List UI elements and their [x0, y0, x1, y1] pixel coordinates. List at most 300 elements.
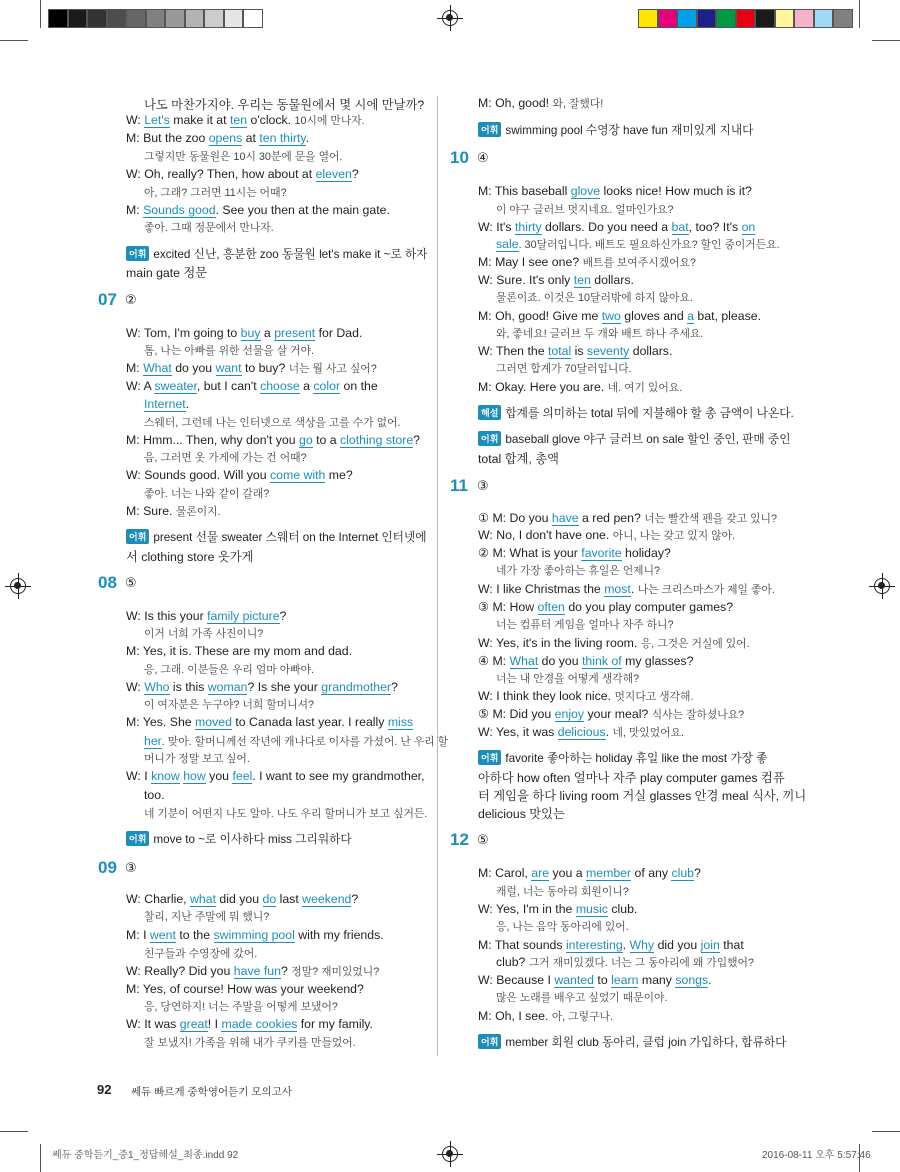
- dialogue-text: W: Yes, it's in the living room.: [478, 636, 641, 650]
- text-line: [478, 184, 752, 198]
- answer-blank: great: [179, 1017, 208, 1031]
- label-badge: 해설: [478, 405, 501, 420]
- text-line: [478, 511, 777, 526]
- text-line: [144, 626, 263, 641]
- dialogue-text: M: That sounds: [478, 938, 566, 952]
- answer-blank: delicious: [557, 725, 606, 739]
- answer-blank: club: [671, 866, 695, 880]
- dialogue-text: bat, please.: [694, 309, 761, 323]
- text-line: [496, 361, 632, 376]
- dialogue-text: of any: [631, 866, 672, 880]
- answer-blank: choose: [260, 379, 300, 393]
- text-line: [144, 1035, 356, 1050]
- answer-blank: are: [531, 866, 550, 880]
- answer-blank: ten: [573, 273, 591, 287]
- text-line: [478, 600, 733, 614]
- dialogue-text: M:: [126, 203, 144, 217]
- crop-mark: [40, 0, 41, 28]
- grayscale-swatch: [126, 9, 146, 28]
- korean-translation: 음, 그러면 옷 가게에 가는 건 어때?: [144, 452, 307, 464]
- dialogue-text: favorite 좋아하는 holiday 휴일 like the most 가장 좋: [505, 752, 768, 765]
- grayscale-swatch: [87, 9, 107, 28]
- label-badge: 어휘: [126, 529, 149, 544]
- crop-mark: [872, 40, 900, 41]
- text-line: [478, 636, 750, 651]
- grayscale-color-bar: [48, 9, 263, 28]
- dialogue-text: M: Carol,: [478, 866, 532, 880]
- dialogue-text: 나도 마찬가지야. 우리는 동물원에서 몇 시에 만날까?: [144, 98, 425, 112]
- text-line: [478, 654, 693, 668]
- label-badge: 어휘: [478, 750, 501, 765]
- korean-translation: 정말? 재미있었니?: [291, 966, 380, 978]
- answer-blank: come with: [270, 468, 326, 482]
- dialogue-text: . I want to see my grandmother,: [252, 769, 425, 783]
- answer-blank: interesting: [565, 938, 623, 952]
- text-line: [478, 122, 753, 138]
- answer-blank: opens: [208, 131, 243, 145]
- dialogue-text: too.: [144, 788, 165, 802]
- dialogue-text: is this: [169, 680, 208, 694]
- process-swatch: [736, 9, 756, 28]
- dialogue-text: M: Yes, of course! How was your weekend?: [126, 982, 364, 996]
- grayscale-swatch: [243, 9, 263, 28]
- dialogue-text: M: This baseball: [478, 184, 571, 198]
- dialogue-text: is: [571, 344, 587, 358]
- dialogue-text: , but I can't: [196, 379, 261, 393]
- dialogue-text: W: Charlie,: [126, 892, 191, 906]
- dialogue-text: for my family.: [297, 1017, 373, 1031]
- grayscale-swatch: [165, 9, 185, 28]
- text-line: [126, 964, 379, 979]
- dialogue-text: many: [638, 973, 676, 987]
- dialogue-text: to buy?: [241, 361, 289, 375]
- grayscale-swatch: [68, 9, 88, 28]
- answer-choice: ③: [477, 478, 489, 493]
- text-line: [478, 255, 696, 270]
- answer-blank: went: [149, 928, 176, 942]
- dialogue-text: to: [593, 973, 612, 987]
- text-line: [496, 990, 667, 1005]
- answer-blank: moved: [195, 715, 232, 729]
- process-swatch: [814, 9, 834, 28]
- dialogue-text: you a: [549, 866, 586, 880]
- dialogue-text: W: It's: [478, 220, 515, 234]
- dialogue-text: W: A: [126, 379, 155, 393]
- korean-translation: 물론이죠. 이것은 10달러밖에 하지 않아요.: [496, 292, 693, 304]
- dialogue-text: ③ M: How: [478, 600, 538, 614]
- answer-choice: ③: [125, 860, 137, 875]
- text-line: [478, 449, 559, 467]
- dialogue-text: W: I like Christmas the: [478, 582, 605, 596]
- korean-translation: 와, 좋네요! 글러브 두 개와 배트 하나 주세요.: [496, 328, 704, 340]
- dialogue-text: W: Sure. It's only: [478, 273, 574, 287]
- crop-mark: [40, 1144, 41, 1172]
- text-line: [496, 563, 660, 578]
- answer-blank: thirty: [514, 220, 542, 234]
- answer-blank: Sounds good: [143, 203, 216, 217]
- text-line: [126, 982, 364, 996]
- answer-blank: color: [313, 379, 341, 393]
- answer-blank: favorite: [581, 546, 622, 560]
- answer-blank: know: [151, 769, 180, 783]
- korean-translation: 너는 내 안경을 어떻게 생각해?: [496, 673, 640, 685]
- korean-translation: 아, 그래? 그러면 11시는 어때?: [144, 187, 287, 199]
- text-line: [126, 131, 309, 145]
- text-line: [144, 149, 342, 164]
- dialogue-text: ② M: What is your: [478, 546, 582, 560]
- dialogue-text: club?: [496, 955, 529, 969]
- text-line: [126, 468, 353, 482]
- dialogue-text: W: Really? Did you: [126, 964, 234, 978]
- dialogue-text: a: [260, 326, 275, 340]
- korean-translation: 이 야구 글러브 멋지네요. 얼마인가요?: [496, 204, 674, 216]
- dialogue-text: to the: [175, 928, 214, 942]
- answer-blank: have: [551, 511, 579, 525]
- dialogue-text: ④ M:: [478, 654, 510, 668]
- text-line: [144, 697, 314, 712]
- dialogue-text: W:: [126, 113, 145, 127]
- korean-translation: 나는 크리스마스가 제일 좋아.: [637, 584, 775, 596]
- dialogue-text: W: I think they look nice.: [478, 689, 615, 703]
- korean-translation: 그거 재미있겠다. 너는 그 동아리에 왜 가입했어?: [528, 957, 754, 969]
- answer-blank: buy: [240, 326, 261, 340]
- crop-mark: [0, 40, 28, 41]
- process-swatch: [697, 9, 717, 28]
- answer-blank: glove: [570, 184, 601, 198]
- dialogue-text: M: Okay. Here you are.: [478, 380, 608, 394]
- korean-translation: 아, 그렇구나.: [551, 1011, 613, 1023]
- dialogue-text: do you: [171, 361, 216, 375]
- text-line: [144, 751, 250, 766]
- dialogue-text: baseball glove 야구 글러브 on sale 할인 중인, 판매 중인: [505, 433, 791, 446]
- text-line: [478, 96, 603, 111]
- grayscale-swatch: [48, 9, 68, 28]
- dialogue-text: a: [299, 379, 314, 393]
- korean-translation: 와, 잘했다!: [552, 98, 604, 110]
- answer-blank: Why: [629, 938, 655, 952]
- book-title: 쎄듀 빠르게 중학영어듣기 모의고사: [131, 1086, 292, 1098]
- answer-blank: eleven: [315, 167, 352, 181]
- text-line: [144, 806, 427, 821]
- korean-translation: 좋아. 그때 정문에서 만나자.: [144, 222, 274, 234]
- text-line: [126, 928, 384, 942]
- dialogue-text: main gate 정문: [126, 266, 208, 280]
- dialogue-text: present 선물 sweater 스웨터 on the Internet 인터넷에: [153, 531, 427, 544]
- grayscale-swatch: [185, 9, 205, 28]
- dialogue-text: M: Oh, I see.: [478, 1009, 552, 1023]
- dialogue-text: M: But the zoo: [126, 131, 209, 145]
- dialogue-text: 서 clothing store 옷가게: [126, 550, 254, 564]
- korean-translation: 응, 그것은 거실에 있어.: [640, 638, 750, 650]
- grayscale-swatch: [224, 9, 244, 28]
- text-line: [496, 237, 780, 252]
- text-line: [126, 769, 425, 783]
- text-line: [126, 361, 377, 376]
- dialogue-text: M: May I see one?: [478, 255, 583, 269]
- korean-translation: 스웨터, 그런데 나는 인터넷으로 색상을 고를 수가 없어.: [144, 417, 401, 429]
- answer-blank: bat: [671, 220, 689, 234]
- dialogue-text: a red pen?: [578, 511, 645, 525]
- dialogue-text: .: [185, 397, 190, 411]
- answer-choice: ④: [477, 150, 489, 165]
- answer-blank: seventy: [586, 344, 630, 358]
- text-line: [478, 768, 785, 786]
- answer-blank: go: [298, 433, 313, 447]
- answer-choice: ⑤: [477, 832, 489, 847]
- process-swatch: [716, 9, 736, 28]
- dialogue-text: W: Oh, really? Then, how about at: [126, 167, 316, 181]
- dialogue-text: o'clock.: [247, 113, 295, 127]
- text-line: [478, 344, 672, 358]
- text-line: [144, 909, 269, 924]
- label-badge: 어휘: [478, 122, 501, 137]
- dialogue-text: dollars.: [590, 273, 634, 287]
- file-name: 쎄듀 중학듣기_중1_정답해설_최종.indd 92: [52, 1150, 239, 1161]
- korean-translation: 머니가 정말 보고 싶어.: [144, 753, 250, 765]
- korean-translation: 이 여자분은 누구야? 너희 할머니셔?: [144, 699, 315, 711]
- text-line: [478, 220, 755, 234]
- text-line: [478, 546, 671, 560]
- dialogue-text: your meal?: [584, 707, 652, 721]
- text-line: [478, 380, 682, 395]
- dialogue-text: make it at: [169, 113, 230, 127]
- question-number: 10: [450, 148, 469, 167]
- process-swatch: [677, 9, 697, 28]
- korean-translation: 멋지다고 생각해.: [614, 691, 694, 703]
- text-line: [144, 185, 287, 200]
- answer-blank: often: [537, 600, 565, 614]
- crop-mark: [0, 1131, 28, 1132]
- text-line: [496, 671, 639, 686]
- text-line: [144, 397, 189, 411]
- dialogue-text: you: [205, 769, 233, 783]
- dialogue-text: that: [719, 938, 744, 952]
- answer-choice: ⑤: [125, 575, 137, 590]
- text-line: [126, 326, 362, 340]
- answer-blank: What: [143, 361, 172, 375]
- dialogue-text: ?: [279, 609, 287, 623]
- korean-translation: 이거 너희 가족 사진이니?: [144, 628, 264, 640]
- text-line: [478, 902, 637, 916]
- text-line: [144, 788, 165, 802]
- dialogue-text: dollars. Do you need a: [541, 220, 672, 234]
- dialogue-text: club.: [607, 902, 638, 916]
- answer-blank: sweater: [154, 379, 197, 393]
- answer-blank: a: [687, 309, 694, 323]
- text-line: [126, 529, 427, 545]
- text-line: [126, 831, 352, 847]
- registration-mark-icon: [10, 578, 26, 594]
- crop-mark: [859, 0, 860, 28]
- text-line: [126, 547, 254, 565]
- answer-blank: two: [601, 309, 621, 323]
- korean-translation: 그렇지만 동물원은 10시 30분에 문을 열어.: [144, 151, 343, 163]
- text-line: [496, 617, 673, 632]
- dialogue-text: M: Oh, good! Give me: [478, 309, 602, 323]
- answer-blank: learn: [611, 973, 639, 987]
- dialogue-text: .: [708, 973, 712, 987]
- question-number: 12: [450, 830, 469, 849]
- answer-blank: what: [190, 892, 216, 906]
- korean-translation: 10시에 만나자.: [294, 115, 365, 127]
- question-number: 09: [98, 858, 117, 877]
- label-badge: 어휘: [478, 431, 501, 446]
- text-line: [126, 680, 398, 694]
- grayscale-swatch: [204, 9, 224, 28]
- answer-blank: miss: [387, 715, 414, 729]
- text-line: [126, 504, 221, 519]
- answer-blank: have fun: [233, 964, 281, 978]
- question-number: 07: [98, 290, 117, 309]
- text-line: [144, 220, 274, 235]
- text-line: [478, 804, 565, 822]
- text-line: [478, 1009, 613, 1024]
- text-line: [478, 707, 744, 722]
- question-number: 11: [450, 476, 468, 495]
- korean-translation: . 맞아. 할머니께선 작년에 캐나다로 이사를 가셨어. 난 우리 할: [161, 736, 449, 748]
- dialogue-text: 터 게임을 하다 living room 거실 glasses 안경 meal 식사, 끼니: [478, 789, 807, 803]
- dialogue-text: W: I: [126, 769, 152, 783]
- korean-translation: 네가 가장 좋아하는 휴일은 언제니?: [496, 565, 661, 577]
- dialogue-text: did you: [654, 938, 701, 952]
- process-swatch: [775, 9, 795, 28]
- answer-blank: wanted: [554, 973, 594, 987]
- dialogue-text: last: [276, 892, 303, 906]
- text-line: [126, 433, 420, 447]
- text-line: [496, 919, 629, 934]
- answer-blank: how: [183, 769, 206, 783]
- answer-blank: want: [215, 361, 242, 375]
- dialogue-text: M: Sure.: [126, 504, 176, 518]
- answer-blank: weekend: [302, 892, 352, 906]
- text-line: [478, 405, 794, 421]
- answer-blank: woman: [207, 680, 248, 694]
- dialogue-text: .: [305, 131, 309, 145]
- registration-mark-icon: [442, 1146, 458, 1162]
- dialogue-text: do you: [538, 654, 582, 668]
- dialogue-text: M: Yes, it is. These are my mom and dad.: [126, 644, 353, 658]
- dialogue-text: ?: [694, 866, 701, 880]
- text-line: [478, 309, 761, 323]
- process-swatch: [638, 9, 658, 28]
- answer-blank: Internet: [144, 397, 186, 411]
- answer-blank: family picture: [207, 609, 280, 623]
- dialogue-text: W:: [126, 680, 145, 694]
- dialogue-text: W: Is this your: [126, 609, 208, 623]
- korean-translation: 배트를 보여주시겠어요?: [582, 257, 696, 269]
- process-swatch: [755, 9, 775, 28]
- dialogue-text: ⑤ M: Did you: [478, 707, 555, 721]
- dialogue-text: W: Sounds good. Will you: [126, 468, 270, 482]
- answer-blank: present: [274, 326, 316, 340]
- text-line: [126, 113, 365, 128]
- text-line: [144, 343, 314, 358]
- dialogue-text: did you: [216, 892, 263, 906]
- answer-choice: ②: [125, 292, 137, 307]
- text-line: [478, 786, 806, 804]
- answer-blank: Who: [144, 680, 170, 694]
- dialogue-text: .: [622, 938, 630, 952]
- dialogue-text: ?: [391, 680, 398, 694]
- dialogue-text: holiday?: [621, 546, 671, 560]
- text-line: [126, 167, 359, 181]
- text-line: [478, 866, 701, 880]
- dialogue-text: swimming pool 수영장 have fun 재미있게 지내다: [505, 124, 754, 137]
- text-line: [144, 450, 307, 465]
- dialogue-text: W: No, I don't have one.: [478, 528, 613, 542]
- dialogue-text: W: Then the: [478, 344, 548, 358]
- answer-blank: made cookies: [221, 1017, 298, 1031]
- label-badge: 어휘: [478, 1034, 501, 1049]
- column-divider: [437, 96, 438, 1056]
- text-line: [126, 609, 286, 623]
- korean-translation: 너는 뭘 사고 싶어?: [288, 363, 377, 375]
- dialogue-text: M:: [126, 361, 144, 375]
- korean-translation: 찰리, 지난 주말에 뭐 했니?: [144, 911, 270, 923]
- text-line: [144, 946, 257, 961]
- registration-mark-icon: [874, 578, 890, 594]
- text-line: [478, 431, 791, 447]
- korean-translation: 식사는 잘하셨나요?: [651, 709, 745, 721]
- answer-blank: Let's: [144, 113, 170, 127]
- text-line: [478, 938, 744, 952]
- korean-translation: 너는 빨간색 펜을 갖고 있니?: [644, 513, 777, 525]
- dialogue-text: dollars.: [629, 344, 673, 358]
- answer-blank: think of: [582, 654, 622, 668]
- dialogue-text: ① M: Do you: [478, 511, 552, 525]
- label-badge: 어휘: [126, 246, 149, 261]
- dialogue-text: with my friends.: [294, 928, 384, 942]
- korean-translation: 아니, 나는 갖고 있지 않아.: [612, 530, 736, 542]
- text-line: [144, 999, 338, 1014]
- dialogue-text: 합계를 의미하는 total 뒤에 지불해야 할 총 금액이 나온다.: [505, 407, 794, 420]
- text-line: [496, 202, 673, 217]
- crop-mark: [872, 1131, 900, 1132]
- answer-blank: member: [586, 866, 632, 880]
- korean-translation: 네. 여기 있어요.: [607, 382, 683, 394]
- korean-translation: 너는 컴퓨터 게임을 얼마나 자주 하니?: [496, 619, 674, 631]
- answer-blank: grandmother: [321, 680, 392, 694]
- question-number: 08: [98, 573, 117, 592]
- dialogue-text: member 회원 club 동아리, 클럽 join 가입하다, 합류하다: [505, 1036, 787, 1049]
- page-number: 92: [97, 1082, 112, 1097]
- answer-blank: ten thirty: [259, 131, 306, 145]
- text-line: [126, 246, 428, 262]
- dialogue-text: total 합계, 총액: [478, 452, 560, 466]
- text-line: [144, 662, 314, 677]
- registration-mark-icon: [442, 10, 458, 26]
- korean-translation: . 30달러입니다. 배트도 필요하신가요? 할인 중이거든요.: [518, 239, 780, 251]
- text-line: [496, 955, 754, 970]
- answer-blank: ten: [229, 113, 248, 127]
- korean-translation: 그러면 합계가 70달러입니다.: [496, 363, 632, 375]
- text-line: [126, 644, 352, 658]
- text-line: [126, 892, 358, 906]
- text-line: [478, 528, 735, 543]
- process-color-bar: [638, 9, 853, 28]
- dialogue-text: looks nice! How much is it?: [600, 184, 752, 198]
- dialogue-text: M: Hmm... Then, why don't you: [126, 433, 299, 447]
- text-line: [144, 486, 269, 501]
- grayscale-swatch: [107, 9, 127, 28]
- answer-blank: enjoy: [554, 707, 585, 721]
- korean-translation: 네 기분이 어떤지 나도 알아. 나도 우리 할머니가 보고 싶거든.: [144, 808, 428, 820]
- text-line: [478, 725, 684, 740]
- dialogue-text: ? Is she your: [247, 680, 322, 694]
- korean-translation: 잘 보냈지! 가족을 위해 내가 쿠키를 만들었어.: [144, 1037, 356, 1049]
- text-line: [496, 290, 693, 305]
- answer-blank: What: [509, 654, 539, 668]
